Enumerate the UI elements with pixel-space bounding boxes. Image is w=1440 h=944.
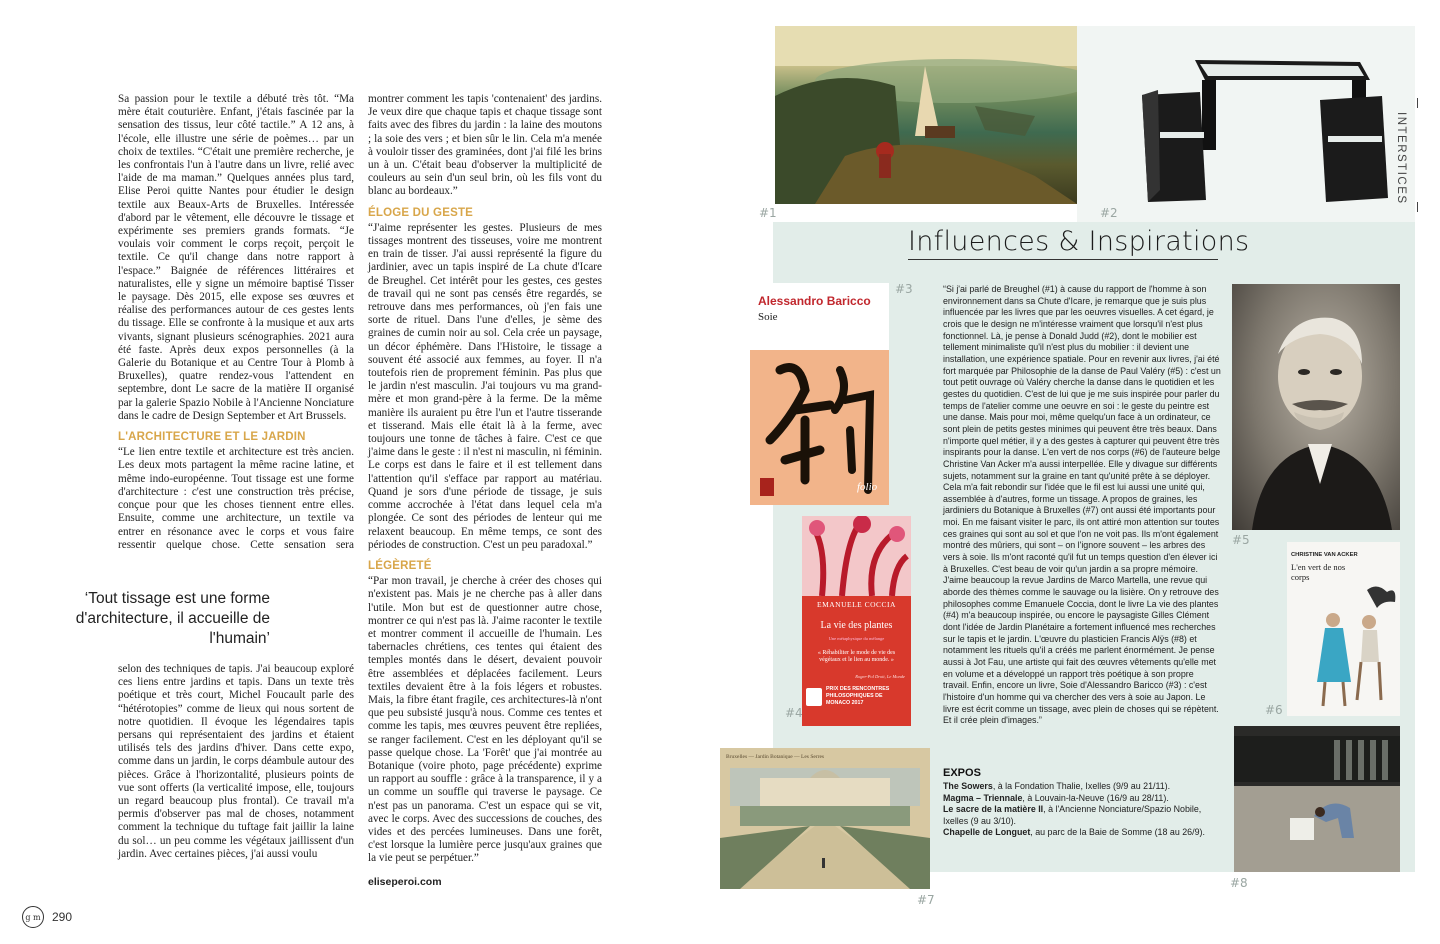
portrait-icon	[1232, 284, 1400, 530]
section-heading: L'ARCHITECTURE ET LE JARDIN	[118, 431, 306, 444]
section-heading: ÉLOGE DU GESTE	[368, 206, 474, 219]
paragraph: “J'aime représenter les gestes. Plusieurs de mes tissages montrent des tisseuses, voire me montrent en train de tisser. J'ai aussi représenté la figure du jardinier, avec un tapis inspiré de La chute d'Icare de Breughel. Cet intérêt pour les gestes, ces gestes de travail qui ne sont pas censés être regardés, se retrouve dans mes performances, où j'en fais une sorte de rituel. Dans l'une d'elles, je sème des graines de cumin noir au sol. Cela crée un paysage, un décor éphémère. Dans l'Histoire, le tissage a souvent été associé aux femmes, au foyer. Il n'a toutefois rien de proprement féminin. Pas plus que le jardin n'est masculin. J'ai toujours vu ma grand-mère et mon grand-père à la ferme. De la même manière ils auraient pu être l'un et l'autre tisserande et tisserand. Mais elle était là à la ferme, avec toujours une tonne de tâches à faire. C'est ce que j'aime dans le geste : il n'est ni masculin, ni féminin. Le corps est dans le faire et il est tellement dans l'attention qu'il s'efface par rapport au matériau. Quand je sors d'une période de tissage, je suis comme accrochée à l'état dans lequel cela m'a plongée. Ce sont des périodes de lenteur qui me relaxent beaucoup. En même temps, ce sont des périodes de construction. C'est un peu paradoxal.”	[368, 221, 602, 551]
image-label: #7	[917, 893, 935, 907]
expos-heading: EXPOS	[943, 767, 981, 779]
breughel-icarus-painting	[775, 26, 1077, 204]
page-number: 290	[52, 910, 73, 924]
image-label: #3	[895, 282, 913, 296]
text-column-1-continued	[118, 663, 354, 861]
painting-icon	[775, 26, 1077, 204]
prize-seal-icon	[806, 688, 822, 706]
image-label: #1	[759, 206, 777, 220]
expo-item: Chapelle de Longuet, au parc de la Baie de Somme (18 au 26/9).	[943, 827, 1205, 838]
greenhouse-icon	[720, 748, 930, 889]
text-column-1	[118, 93, 354, 550]
expo-item: Le sacre de la matière II, à l'Ancienne Nonciature/Spazio Nobile, Ixelles (9 au 3/10).	[943, 804, 1202, 826]
book-cover-la-vie-des-plantes	[802, 516, 911, 726]
street-photo-icon	[1234, 726, 1400, 872]
image-label: #5	[1232, 533, 1250, 547]
paragraph: selon des techniques de tapis. J'ai beaucoup exploré ces liens entre jardins et tapis. Dans un texte très poétique et très court, Michel Foucault parle des “hétérotopies” comme de lieux qui nous sortent de notre quotidien. Il évoque les légendaires tapis persans qui représentaient des jardins et étaient utilisés tels des jardins d'hiver. Dans cette expo, comme dans un jardin, le corps déambule autour des pièces. Grâce à l'horizontalité, plusieurs points de vue sont offerts (la verticalité impose, elle, toujours un regard beaucoup plus frontal). Ce travail m'a permis d'observer pas mal de choses, notamment comment la technique du tuftage fait jaillir la laine du sol… un peu comme les végétaux jaillissent d'un jardin. Avec certaines pièces, j'ai aussi voulu	[118, 663, 354, 860]
paul-valery-portrait	[1232, 284, 1400, 530]
expo-item: Magma – Triennale, à Louvain-la-Neuve (16/9 au 28/11).	[943, 792, 1169, 803]
book-cover-soie	[750, 283, 889, 505]
book-author: EMANUELE COCCIA	[817, 600, 896, 609]
book-title: L'en vert de nos corps	[1291, 562, 1346, 582]
expos-box	[943, 768, 1223, 838]
paragraph: “Le lien entre textile et architecture est très ancien. Les deux mots partagent la même racine latine, et même indo-européenne. Tout tissage est une forme d'architecture : c'est une construction très précise, conçue pour que les choses tiennent entre elles. Ensuite, comme une architecture, un textile va entrer en résonance avec le corps et vous faire ressentir quelque chose. Cette sensation sera	[118, 446, 354, 551]
influences-body-text	[943, 284, 1221, 727]
book-title: Soie	[758, 311, 778, 323]
botanical-garden-postcard	[720, 748, 930, 889]
page-footer	[22, 906, 72, 928]
image-label: #2	[1100, 206, 1118, 220]
book-cover-l-en-vert-de-nos-corps	[1287, 542, 1400, 716]
image-label: #6	[1265, 703, 1283, 717]
furniture-icon	[1120, 40, 1400, 210]
section-tag-divider	[1417, 202, 1418, 212]
section-tag: INTERSTICES	[1395, 112, 1407, 205]
image-label: #4	[785, 706, 803, 720]
publisher-logo: folio	[857, 481, 878, 493]
text-column-2	[368, 93, 602, 889]
image-label: #8	[1230, 876, 1248, 890]
book-quote-source: Roger-Pol Droit, Le Monde	[855, 674, 905, 679]
book-subtitle: Une métaphysique du mélange	[828, 636, 885, 641]
book-author: CHRISTINE VAN ACKER	[1291, 552, 1358, 558]
magazine-logo-icon: g m	[22, 906, 44, 928]
page-title: Influences & Inspirations	[908, 226, 1250, 257]
donald-judd-furniture-photo	[1120, 40, 1400, 210]
expo-item: The Sowers, à la Fondation Thalie, Ixelles (9/9 au 21/11).	[943, 781, 1171, 792]
book-author: Alessandro Baricco	[758, 294, 871, 308]
pull-quote: ‘Tout tissage est une forme d'architecture, il accueille de l'humain’	[75, 590, 270, 647]
figures-illustration-icon	[1287, 582, 1400, 716]
francis-alys-performance-photo	[1234, 726, 1400, 872]
flower-illustration-icon	[802, 516, 911, 596]
section-tag-divider	[1417, 98, 1418, 108]
paragraph: montrer comment les tapis 'contenaient' des jardins. Je veux dire que chaque tapis et chaque tissage sont faits avec des fibres du jardin : la laine des moutons ; la soie des vers ; et bien sûr le lin. Cela m'a menée à vouloir tisser des graminées, dont j'ai filé les brins un à un. C'était beau d'observer la multiplicité de couleurs au sein d'un seul brin, où les fils vont du blanc au bordeaux.”	[368, 93, 602, 198]
paragraph: “Par mon travail, je cherche à créer des choses qui n'existent pas. Mais je ne cherche pas à aller dans l'utile. Mon but est de questionner autre chose, montrer ce qui n'est pas là. J'aime raconter le textile et montrer comment il accueille de l'humain. Les tabernacles chrétiens, ces tentes qui étaient des temples montés dans le désert, devaient pouvoir être assemblées et déplacées facilement. Leurs textiles devaient être à la fois légers et robustes. Mais, la fibre étant fragile, ces architectures-là n'ont que peu subsisté jusqu'à nous. Comme ces tentes et comme les tapis, mes œuvres peuvent être repliées, se ranger facilement. C'est en les déployant qu'il se passe quelque chose. La 'Forêt' que j'ai montrée au Botanique (voire photo, page précédente) exprime un rapport au souffle : grâce à la transparence, il y a un comme un souffle qui traverse le paysage. Ce n'est pas un panorama. C'est un espace qui se vit, avec le corps. Avec des successions de couches, des vides et des percées lumineuses. Dans une forêt, c'est lorsque la lumière perce jusqu'aux graines que la vie peut se perpétuer.”	[368, 575, 602, 865]
paragraph: Sa passion pour le textile a débuté très tôt. “Ma mère était couturière. Enfant, j'étais fascinée par la sensation des tissus, leur côté tactile.” A 12 ans, à l'école, elle illustre une série de poèmes… par un choix de textiles. “C'était une première recherche, je les confrontais l'un à l'autre dans un livre, relié avec l'aide de ma maman.” Quelques années plus tard, Elise Peroi quitte Nantes pour étudier le design textile aux Beaux-Arts de Bruxelles. Intéressée d'abord par le vêtement, elle découvre le tissage et expérimente ses premiers grands formats. “Je voulais voir comment le corps reçoit, perçoit le textile. Ce qu'il change dans notre rapport à l'espace.” Baignée de références littéraires et naturalistes, elle y signe un mémoire baptisé Tisser le paysage. Dès 2015, elle expose ses œuvres et réalise des performances autour de ces gestes lents du tissage. Elle se confronte à la musique et aux arts vivants, signant plusieurs scénographies. 2021 aura été faste. Après deux expos personnelles (à la Galerie du Botanique et au Centre Tour à Plomb à Bruxelles), quatre rendez-vous l'attendent en septembre, dont Le sacre de la matière II organisé par la galerie Spazio Nobile à l'Ancienne Nonciature dans le cadre de Design September et Art Brussels.	[118, 93, 354, 422]
title-underline	[908, 259, 1218, 260]
section-heading: LÉGÈRETÉ	[368, 559, 432, 572]
book-press-quote: « Réhabiliter le mode de vie des végétaux et le lien au monde. »	[817, 650, 896, 663]
paragraph: “Si j'ai parlé de Breughel (#1) à cause du rapport de l'homme à son environnement dans sa Chute d'Icare, je remarque que je suis plus influencée par les livres que par les oeuvres visuelles. A cet égard, je crois que le design ne m'intéresse vraiment que lorsqu'il n'est plus fonctionnel. Là, je pense à Donald Judd (#2), dont le mobilier est tellement minimaliste qu'il n'est plus du mobilier : il devient une installation, une expérience spatiale. Pour en revenir aux livres, j'ai été fort marquée par Philosophie de la danse de Paul Valéry (#5) : c'est un tout petit ouvrage où Valéry cherche la danse dans le quotidien et les gestes du quotidien. C'est de lui que je me suis inspirée pour parler du temps de l'atelier comme une oeuvre en soi : le geste du peintre est une danse. Mais pour moi, même quelqu'un face à un ordinateur, ce sont plein de petits gestes minimes qui peuvent être très beaux. Dans n'importe quel métier, il y a des gestes à capturer qui peuvent être très inspirants pour la danse. L'en vert de nos corps (#6) de l'auteure belge Christine Van Acker m'a aussi interpellée. Elle y divague sur différents sujets, notamment sur la graine en tant qu'unité prête à se déployer. Cela m'a fait rebondir sur l'idée que le fil est lui aussi une unité qui, assemblée à d'autres, forme un tissage. A propos de graines, les jardiniers du Botanique à Bruxelles (#7) ont aussi été importants pour moi. En me faisant visiter le parc, ils ont attiré mon attention sur toutes ces graines qui sont au sol et que l'on ne voit pas. Ils m'ont également montré des mûriers, qui sont – on l'ignore souvent – les arbres des vers à soie. Ils m'ont raconté qu'il fut un temps question d'en élever ici à Bruxelles. C'est beau de voir qu'un jardin a sa propre mémoire. J'aime beaucoup la revue Jardins de Marco Martella, une revue qui aborde des thèmes comme le sauvage ou la lisière. On y retrouve des philosophes comme Emanuele Coccia, dont le livre La vie des plantes (#4) m'a beaucoup inspirée, ou encore le paysagiste Gilles Clément dont l'idée de Jardin Planétaire a fortement influencé mes recherches sur le tapis et le jardin. L'œuvre du plasticien Francis Alÿs (#8) et notamment les rituels qu'il a créés me parlent énormément. Je pense aussi à Jot Fau, une artiste qui fait des œuvres vêtements qu'elle met en volume et a développé un rapport très poétique à son propre travail. Enfin, encore un livre, Soie d'Alessandro Baricco (#3) : c'est l'histoire d'un homme qui va chercher des vers à soie au Japon. Le livre est écrit comme un tissage, avec plein de choses qui se répètent. Et il crée plein d'images.”	[943, 284, 1221, 726]
book-title: La vie des plantes	[820, 620, 893, 631]
postcard-caption: Bruxelles — Jardin Botanique — Les Serres	[726, 754, 825, 760]
artist-website-link[interactable]: eliseperoi.com	[368, 875, 442, 888]
book-prize-band: PRIX DES RENCONTRES PHILOSOPHIQUES DE MONACO 2017	[826, 686, 890, 706]
